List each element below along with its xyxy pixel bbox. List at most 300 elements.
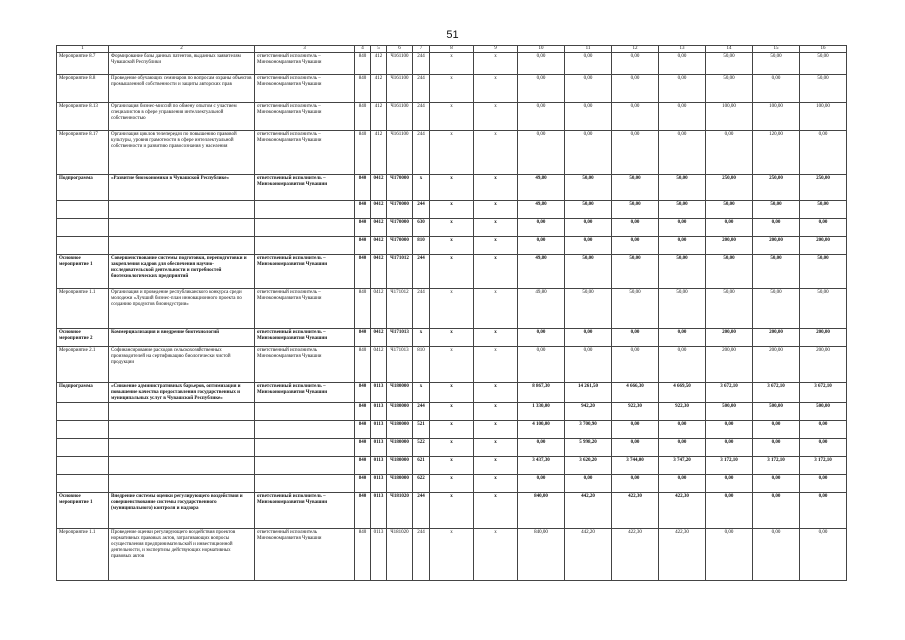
table-cell: ответственный исполнитель Минэкономразвития Чувашии [255, 529, 355, 581]
table-cell: Внедрение системы оценки регулирующего воздействия и совершенствование системы государственного (муниципального) контроля и надзора [109, 493, 255, 529]
table-cell: 0,00 [706, 439, 753, 457]
table-row [57, 439, 847, 457]
table-cell: 0412 [371, 255, 387, 289]
table-cell: 412 [371, 75, 387, 103]
table-cell: 840 [355, 219, 371, 237]
table-cell: 0,00 [612, 347, 659, 383]
table-cell: ответственный исполнитель – Минэкономразвития Чувашии [255, 383, 355, 403]
table-cell: 422,30 [612, 529, 659, 581]
table-cell: x [474, 131, 518, 175]
table-cell: 0,00 [753, 219, 800, 237]
column-number-row [57, 46, 847, 53]
table-cell: 0412 [371, 201, 387, 219]
table-row [57, 175, 847, 201]
table-cell: 840,00 [518, 529, 565, 581]
table-cell: Ч171013 [387, 347, 413, 383]
table-cell [109, 403, 255, 421]
table-cell: Мероприятие 2.1 [57, 347, 109, 383]
table-cell: x [474, 529, 518, 581]
table-cell: 522 [413, 439, 430, 457]
table-cell: 0,00 [753, 439, 800, 457]
table-cell: 100,00 [753, 103, 800, 131]
table-cell: 0,00 [518, 237, 565, 255]
table-cell: x [474, 175, 518, 201]
table-cell: 840,00 [518, 493, 565, 529]
table-cell: 840 [355, 75, 371, 103]
table-cell: 0,00 [612, 421, 659, 439]
table-cell: 0113 [371, 457, 387, 475]
table-cell: 200,00 [753, 347, 800, 383]
table-cell: 50,00 [800, 75, 847, 103]
table-cell: Проведение оценки регулирующего воздействия проектов нормативных правовых актов, затрагивающих вопросы осуществления предпринимательской и инвестиционной деятельности, и экспертизы действующих нормативных правовых актов [109, 529, 255, 581]
table-cell: 0,00 [518, 103, 565, 131]
table-cell: 3 437,30 [518, 457, 565, 475]
column-number: 2 [109, 46, 255, 53]
table-cell: x [474, 421, 518, 439]
table-cell: 0412 [371, 347, 387, 383]
table-cell: 200,00 [800, 237, 847, 255]
table-cell [57, 237, 109, 255]
table-cell: 244 [413, 403, 430, 421]
table-cell: 422,30 [659, 493, 706, 529]
table-cell: 49,80 [518, 201, 565, 219]
table-cell: 0,00 [518, 329, 565, 347]
table-cell: 0,00 [565, 219, 612, 237]
table-cell: 0113 [371, 529, 387, 581]
table-cell: Основное мероприятие 1 [57, 255, 109, 289]
table-cell: x [474, 329, 518, 347]
table-cell: Ч161100 [387, 53, 413, 75]
table-cell: 50,00 [706, 201, 753, 219]
table-cell: 500,00 [706, 403, 753, 421]
table-cell: 3 620,20 [565, 457, 612, 475]
table-cell: 922,30 [659, 403, 706, 421]
table-cell: x [430, 439, 474, 457]
table-cell: 50,00 [565, 175, 612, 201]
table-cell: x [474, 53, 518, 75]
table-cell: Ч171013 [387, 329, 413, 347]
table-cell: x [413, 383, 430, 403]
table-cell [109, 475, 255, 493]
table-cell [109, 439, 255, 457]
table-cell: 0,00 [659, 103, 706, 131]
column-number: 14 [706, 46, 753, 53]
table-cell: 922,30 [612, 403, 659, 421]
table-cell: Ч161100 [387, 103, 413, 131]
table-cell: 0,00 [612, 53, 659, 75]
table-cell: 0,00 [612, 103, 659, 131]
table-cell: 0113 [371, 439, 387, 457]
table-cell: 0412 [371, 219, 387, 237]
table-cell: 0,00 [565, 103, 612, 131]
table-cell: 250,00 [706, 175, 753, 201]
table-cell: 840 [355, 201, 371, 219]
table-cell: 0,00 [706, 131, 753, 175]
table-cell: Организация бизнес-миссий по обмену опытом с участием специалистов в сфере управления интеллектуальной собственностью [109, 103, 255, 131]
table-cell: 0,00 [612, 475, 659, 493]
table-cell: ответственный исполнитель – Минэкономразвития Чувашии [255, 53, 355, 75]
table-cell: x [430, 347, 474, 383]
table-cell: 244 [413, 529, 430, 581]
table-cell: 50,00 [800, 53, 847, 75]
table-cell: x [430, 421, 474, 439]
table-cell: 840 [355, 475, 371, 493]
table-row [57, 529, 847, 581]
table-cell: 200,00 [706, 329, 753, 347]
table-cell: Ч161100 [387, 131, 413, 175]
table-cell: 200,00 [800, 347, 847, 383]
table-cell: 0113 [371, 421, 387, 439]
table-cell: 942,20 [565, 403, 612, 421]
table-cell: x [474, 103, 518, 131]
table-cell: 840 [355, 53, 371, 75]
table-cell: x [430, 475, 474, 493]
table-cell: 0,00 [800, 493, 847, 529]
table-cell: 0,00 [800, 475, 847, 493]
table-row [57, 475, 847, 493]
column-number: 15 [753, 46, 800, 53]
table-cell [109, 237, 255, 255]
table-cell: 0,00 [565, 53, 612, 75]
table-cell [255, 439, 355, 457]
table-cell [109, 219, 255, 237]
table-cell: 500,00 [753, 403, 800, 421]
table-cell: 0,00 [659, 347, 706, 383]
table-cell: x [474, 457, 518, 475]
table-cell: 0,00 [565, 237, 612, 255]
table-cell: 0,00 [800, 439, 847, 457]
table-cell [57, 439, 109, 457]
table-cell: x [430, 383, 474, 403]
table-cell: 0,00 [565, 75, 612, 103]
table-cell: 0,00 [800, 219, 847, 237]
table-cell: Ч181020 [387, 529, 413, 581]
table-cell: 3 672,10 [706, 383, 753, 403]
table-row [57, 255, 847, 289]
table-cell [57, 457, 109, 475]
table-cell: 4 100,00 [518, 421, 565, 439]
table-cell: Ч170000 [387, 201, 413, 219]
table-cell: 0412 [371, 175, 387, 201]
table-cell: 3 172,10 [800, 457, 847, 475]
table-cell: 0,00 [753, 529, 800, 581]
table-cell: 3 700,90 [565, 421, 612, 439]
table-cell: 4 669,50 [659, 383, 706, 403]
table-cell: 8 867,30 [518, 383, 565, 403]
table-cell: 0,00 [659, 53, 706, 75]
table-row [57, 493, 847, 529]
table-cell: x [430, 329, 474, 347]
table-cell: 840 [355, 329, 371, 347]
table-cell: 0,00 [706, 529, 753, 581]
table-cell: 0,00 [800, 529, 847, 581]
table-cell: x [430, 175, 474, 201]
table-cell: 200,00 [800, 329, 847, 347]
table-cell: x [474, 493, 518, 529]
table-cell: 0113 [371, 383, 387, 403]
table-cell: Мероприятие 1.1 [57, 289, 109, 329]
table-cell: ответственный исполнитель Минэкономразвития Чувашии [255, 347, 355, 383]
table-cell: 840 [355, 131, 371, 175]
table-cell: x [474, 289, 518, 329]
table-cell: x [430, 237, 474, 255]
table-cell: x [430, 131, 474, 175]
table-cell: 0,00 [706, 421, 753, 439]
table-cell: 50,00 [800, 201, 847, 219]
table-cell: x [474, 383, 518, 403]
table-cell: Мероприятие 1.1 [57, 529, 109, 581]
table-cell: 0,00 [800, 131, 847, 175]
table-cell: 244 [413, 201, 430, 219]
table-cell: 3 172,10 [753, 457, 800, 475]
table-cell: 244 [413, 255, 430, 289]
table-cell: 0,00 [518, 131, 565, 175]
table-cell: x [474, 75, 518, 103]
table-cell: 0,00 [659, 75, 706, 103]
table-cell: 840 [355, 237, 371, 255]
table-cell: 840 [355, 421, 371, 439]
table-cell: 0,00 [659, 219, 706, 237]
table-cell: 50,00 [753, 289, 800, 329]
table-cell: 0412 [371, 237, 387, 255]
column-number: 4 [355, 46, 371, 53]
table-cell [255, 237, 355, 255]
table-cell: 200,00 [753, 237, 800, 255]
table-cell: 0,00 [518, 347, 565, 383]
column-number: 8 [430, 46, 474, 53]
table-cell: Основное мероприятие 2 [57, 329, 109, 347]
table-cell [255, 201, 355, 219]
budget-table [56, 45, 847, 581]
table-cell: 0,00 [659, 329, 706, 347]
column-number: 7 [413, 46, 430, 53]
table-cell: 0412 [371, 289, 387, 329]
table-cell: 244 [413, 131, 430, 175]
table-cell: 621 [413, 457, 430, 475]
table-cell: x [474, 347, 518, 383]
table-cell: 0412 [371, 329, 387, 347]
table-row [57, 75, 847, 103]
table-cell: Ч171012 [387, 289, 413, 329]
table-cell: Ч180000 [387, 383, 413, 403]
table-cell: «Снижение административных барьеров, оптимизация и повышение качества предоставления государственных и муниципальных услуг в Чувашской Республике» [109, 383, 255, 403]
table-cell: 100,00 [706, 103, 753, 131]
table-cell: 0,00 [706, 475, 753, 493]
table-cell: Мероприятие 8.17 [57, 131, 109, 175]
table-cell: 840 [355, 529, 371, 581]
table-cell: 49,80 [518, 289, 565, 329]
table-cell: 521 [413, 421, 430, 439]
table-cell: 50,00 [753, 255, 800, 289]
table-cell: Ч180000 [387, 457, 413, 475]
table-cell [109, 457, 255, 475]
table-cell: ответственный исполнитель – Минэкономразвития Чувашии [255, 493, 355, 529]
table-cell: x [413, 329, 430, 347]
table-cell: 50,00 [753, 201, 800, 219]
table-cell: Ч170000 [387, 175, 413, 201]
table-cell: ответственный исполнитель – Минэкономразвития Чувашии [255, 131, 355, 175]
table-cell: Проведение обучающих семинаров по вопросам охраны объектов промышленной собственности и защиты авторских прав [109, 75, 255, 103]
table-cell: 50,00 [706, 289, 753, 329]
table-cell: x [474, 255, 518, 289]
table-cell: 0,00 [518, 475, 565, 493]
table-cell: 250,00 [753, 175, 800, 201]
table-cell: 50,00 [706, 75, 753, 103]
column-number: 16 [800, 46, 847, 53]
table-cell: x [430, 493, 474, 529]
table-cell: Основное мероприятие 1 [57, 493, 109, 529]
table-cell: x [474, 219, 518, 237]
table-cell: 840 [355, 175, 371, 201]
table-cell [255, 219, 355, 237]
table-cell: x [474, 403, 518, 421]
table-cell: 0,00 [612, 329, 659, 347]
table-cell: 4 666,30 [612, 383, 659, 403]
table-cell: x [430, 289, 474, 329]
table-cell: Ч171012 [387, 255, 413, 289]
table-cell: 0113 [371, 403, 387, 421]
table-cell: 200,00 [706, 237, 753, 255]
table-cell: 250,00 [800, 175, 847, 201]
table-cell: 100,00 [800, 103, 847, 131]
table-cell: 50,00 [706, 255, 753, 289]
table-cell: 200,00 [753, 329, 800, 347]
table-cell [57, 403, 109, 421]
table-cell: 422,30 [612, 493, 659, 529]
table-cell: 244 [413, 53, 430, 75]
table-cell: 50,00 [753, 53, 800, 75]
table-row [57, 403, 847, 421]
table-cell: 622 [413, 475, 430, 493]
table-cell: 0113 [371, 475, 387, 493]
column-number: 13 [659, 46, 706, 53]
table-cell: Коммерциализация и внедрение биотехнологий [109, 329, 255, 347]
table-cell: 50,00 [565, 289, 612, 329]
table-cell: 840 [355, 289, 371, 329]
table-cell: 840 [355, 439, 371, 457]
page-number: 51 [446, 29, 459, 41]
table-cell: x [430, 529, 474, 581]
table-cell: 0,00 [518, 53, 565, 75]
table-cell: 3 747,20 [659, 457, 706, 475]
table-cell: Мероприятие 8.13 [57, 103, 109, 131]
table-cell: Организация и проведение республиканского конкурса среди молодежи «Лучший бизнес-план инновационного проекта по созданию продуктов биоиндустрии» [109, 289, 255, 329]
table-cell [57, 475, 109, 493]
table-cell: 0,00 [659, 475, 706, 493]
table-cell: 244 [413, 289, 430, 329]
table-cell: 49,80 [518, 255, 565, 289]
table-cell: 14 261,50 [565, 383, 612, 403]
table-cell: 3 672,10 [753, 383, 800, 403]
table-cell: 244 [413, 75, 430, 103]
table-cell: x [430, 219, 474, 237]
table-cell: Ч180000 [387, 439, 413, 457]
table-cell: x [430, 201, 474, 219]
table-cell: 0,00 [612, 75, 659, 103]
table-cell: 0,00 [612, 219, 659, 237]
table-cell: ответственный исполнитель – Минэкономразвития Чувашии [255, 75, 355, 103]
table-cell: 0,00 [565, 475, 612, 493]
table-cell: x [474, 201, 518, 219]
table-cell: 412 [371, 103, 387, 131]
table-cell: 0,00 [753, 75, 800, 103]
table-row [57, 53, 847, 75]
table-cell [57, 201, 109, 219]
table-row [57, 289, 847, 329]
table-cell: 50,00 [612, 289, 659, 329]
table-cell: Мероприятие 8.8 [57, 75, 109, 103]
table-cell: Организация циклов телепередач по повышению правовой культуры, уровня грамотности в сфере интеллектуальной собственности и развитию правосознания у населения [109, 131, 255, 175]
table-cell [255, 421, 355, 439]
table-cell: x [430, 53, 474, 75]
table-cell: Ч180000 [387, 403, 413, 421]
table-cell: 0,00 [706, 219, 753, 237]
table-cell: 840 [355, 255, 371, 289]
table-cell: 50,00 [659, 175, 706, 201]
column-number: 11 [565, 46, 612, 53]
table-cell: Мероприятие 8.7 [57, 53, 109, 75]
table-cell: 0,00 [800, 421, 847, 439]
table-row [57, 457, 847, 475]
table-cell: Подпрограмма [57, 175, 109, 201]
table-cell [255, 403, 355, 421]
table-cell: 50,00 [565, 255, 612, 289]
table-cell: 244 [413, 103, 430, 131]
table-cell: 0,00 [659, 237, 706, 255]
table-cell: 120,00 [753, 131, 800, 175]
table-cell: Ч170000 [387, 219, 413, 237]
table-row [57, 329, 847, 347]
column-number: 12 [612, 46, 659, 53]
table-cell: 49,80 [518, 175, 565, 201]
column-number: 10 [518, 46, 565, 53]
table-cell: 840 [355, 403, 371, 421]
table-cell: 50,00 [612, 201, 659, 219]
table-cell: 840 [355, 347, 371, 383]
table-cell: 442,20 [565, 493, 612, 529]
table-cell: 244 [413, 493, 430, 529]
table-cell: 840 [355, 103, 371, 131]
table-cell: 412 [371, 131, 387, 175]
table-cell: ответственный исполнитель – Минэкономразвития Чувашии [255, 289, 355, 329]
table-cell: 50,00 [800, 289, 847, 329]
table-cell: Подпрограмма [57, 383, 109, 403]
table-cell: 810 [413, 237, 430, 255]
table-cell: 1 330,00 [518, 403, 565, 421]
table-cell: ответственный исполнитель – Минэкономразвития Чувашии [255, 175, 355, 201]
table-cell: x [413, 175, 430, 201]
column-number: 1 [57, 46, 109, 53]
table-cell: x [430, 75, 474, 103]
table-cell: 0,00 [659, 439, 706, 457]
column-number: 3 [255, 46, 355, 53]
table-row [57, 383, 847, 403]
table-cell: 3 672,10 [800, 383, 847, 403]
table-cell: 630 [413, 219, 430, 237]
table-row [57, 131, 847, 175]
table-cell: 0,00 [706, 493, 753, 529]
table-cell: 0,00 [612, 237, 659, 255]
table-cell: 422,30 [659, 529, 706, 581]
table-cell [255, 457, 355, 475]
table-cell: 200,00 [706, 347, 753, 383]
table-cell: 0,00 [753, 475, 800, 493]
column-number: 6 [387, 46, 413, 53]
table-cell: x [430, 255, 474, 289]
column-number: 9 [474, 46, 518, 53]
table-cell: 0,00 [518, 439, 565, 457]
table-row [57, 103, 847, 131]
